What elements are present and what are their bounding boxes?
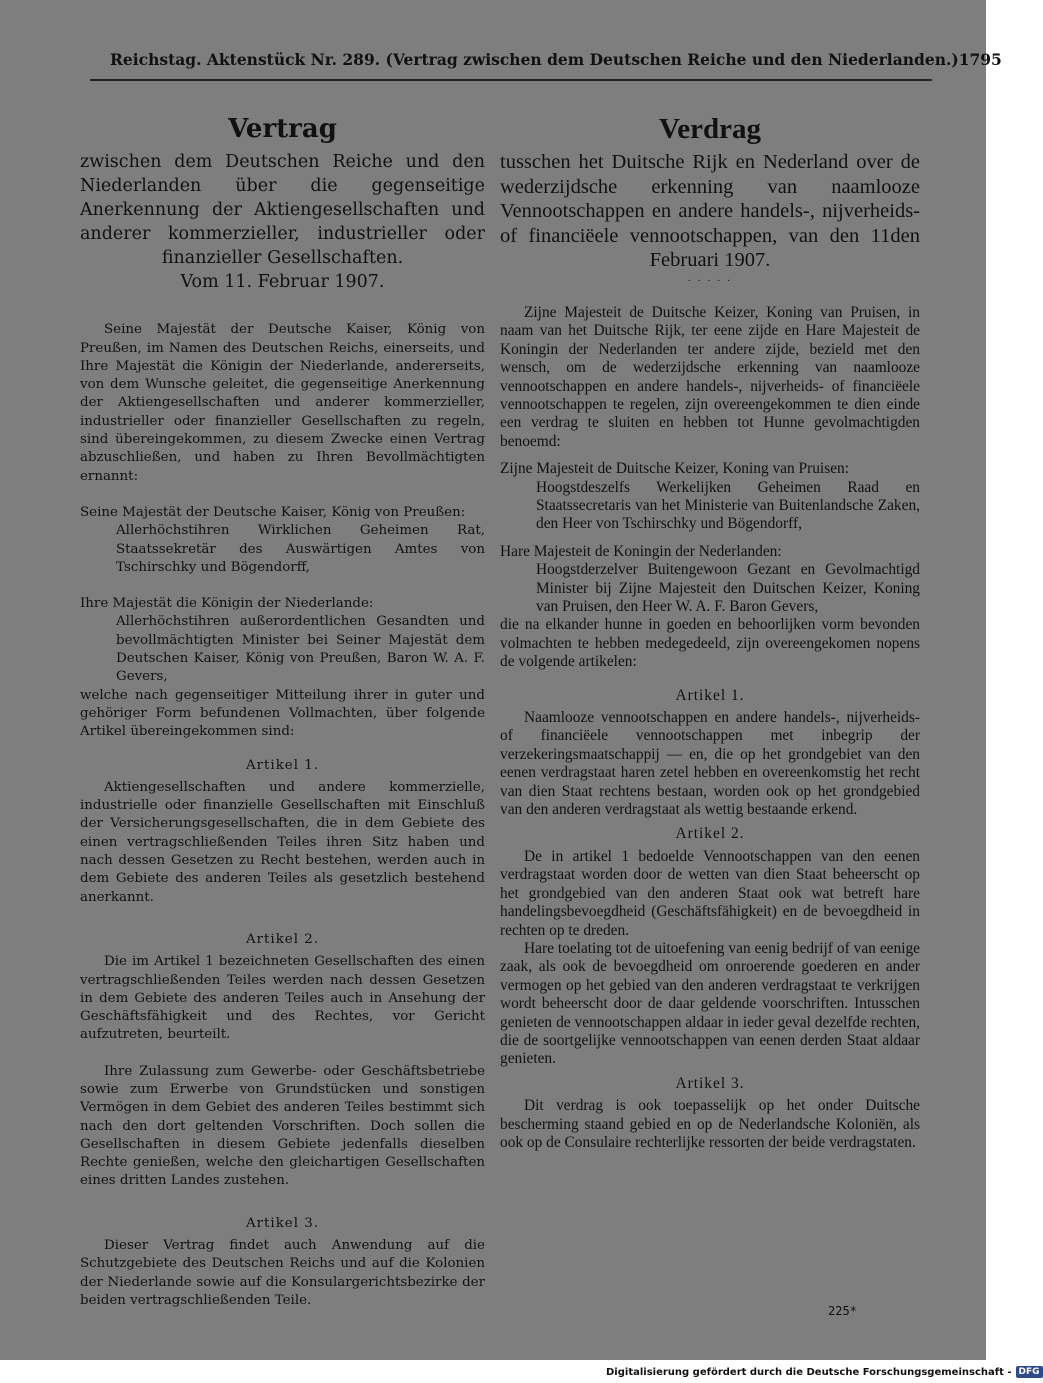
- german-article1-text: Aktiengesellschaften und andere kommerzielle, industrielle oder finanzielle Gesellschaften mit Einschluß der Versicherungsgesellschaften, die in dem Gebiete des einen vertragschließenden Teiles ihren Sitz haben und nach dessen Gesetzen zu Recht bestehen, werden auch in dem Gebiete des anderen Teiles als gesetzlich bestehend anerkannt.: [80, 779, 485, 905]
- dutch-closing: die na elkander hunne in goeden en behoorlijken vorm bevonden volmachten te hebben medegedeeld, zijn overeengekomen nopens de volgende artikelen:: [500, 616, 920, 671]
- german-article3-text: Dieser Vertrag findet auch Anwendung auf die Schutzgebiete des Deutschen Reichs und auf die Kolonien der Niederlande sowie auf die Konsulargerichtsbezirke der beiden vertragschließenden Teile.: [80, 1238, 485, 1308]
- german-party2-rep: Allerhöchstihren außerordentlichen Gesandten und bevollmächtigten Minister bei Seiner Majestät dem Deutschen Kaiser, König von Preußen, Baron W. A. F. Gevers,: [116, 614, 485, 685]
- german-article2-text1: Die im Artikel 1 bezeichneten Gesellschaften des einen vertragschließenden Teiles werden nach dessen Gesetzen in dem Gebiete des anderen Teiles auch in Ansehung der Geschäftsfähigkeit und des Rechtes, vor Gericht aufzutreten, beurteilt.: [80, 954, 485, 1043]
- dutch-party2: Hare Majesteit de Koningin der Nederlanden:: [500, 542, 782, 560]
- digitization-footer: [606, 1366, 1043, 1378]
- dutch-party1-rep: Hoogstdeszelfs Werkelijken Geheimen Raad en Staatssecretaris van het Ministerie van Buitenlandsche Zaken, den Heer von Tschirschky und Bögendorff,: [536, 478, 920, 533]
- german-article1-heading: Artikel 1.: [245, 757, 320, 773]
- running-title: Reichstag. Aktenstück Nr. 289. (Vertrag zwischen dem Deutschen Reiche und den Niederlanden.): [110, 50, 959, 69]
- dutch-subtitle: tusschen het Duitsche Rijk en Nederland over de wederzijdsche erkenning van naamlooze Vennootschappen en andere handels-, nijverheids-of financiëele vennootschappen, van den 11den Februari 1907.: [500, 151, 920, 272]
- german-party1: Seine Majestät der Deutsche Kaiser, König von Preußen:: [80, 504, 466, 520]
- dutch-article2-text1: De in artikel 1 bedoelde Vennootschappen van den eenen verdragstaat worden door de wetten van dien Staat beheerscht op het grondgebied van den anderen Staat ook wat betreft hare handelingsbevoegdheid (Geschäftsfähigkeit) en de bevoegdheid in rechten op te dreden.: [500, 847, 920, 939]
- dutch-party1: Zijne Majesteit de Duitsche Keizer, Koning van Pruisen:: [500, 460, 850, 478]
- german-title: Vertrag: [228, 114, 337, 144]
- dutch-article1-heading: Artikel 1.: [675, 686, 745, 704]
- footer-text: Digitalisierung gefördert durch die Deutsche Forschungsgemeinschaft -: [606, 1366, 1012, 1378]
- dutch-article3-heading: Artikel 3.: [675, 1074, 745, 1092]
- german-date: Vom 11. Februar 1907.: [180, 272, 385, 293]
- signature-mark: 225*: [828, 1304, 857, 1318]
- dutch-preamble: Zijne Majesteit de Duitsche Keizer, Koning van Pruisen, in naam van het Duitsche Rijk, ter eene zijde en Hare Majesteit de Koningin der Nederlanden ter andere zijde, bezield met den wensch, om de wederzijdsche erkenning van naamlooze vennootschappen en andere handels-, nijverheids- of financiëele vennootschappen te regelen, zijn overeengekommen te dien einde een verdrag te sluiten en hebben tot Hunne gevolmachtigden benoemd:: [500, 303, 920, 450]
- dutch-article2-text2: Hare toelating tot de uitoefening van eenig bedrijf of van eenige zaak, als ook de bevoegdheid om onroerende goederen en ander vermogen op het gebied van den anderen verdragstaat te verkrijgen wordt beheerscht door de daar geldende voorschriften. Intusschen genieten de vennootschappen aldaar in ieder geval dezelfde rechten, die de soortgelijke vennootschappen van eenen derden Staat aldaar genieten.: [500, 939, 920, 1068]
- header-rule: [90, 79, 932, 81]
- german-closing: welche nach gegenseitiger Mitteilung ihrer in guter und gehöriger Form befundenen Vollmachten, über folgende Artikel übereingekommen sind:: [80, 687, 485, 740]
- dutch-title: Verdrag: [658, 113, 762, 145]
- german-party2: Ihre Majestät die Königin der Niederlande:: [80, 596, 374, 612]
- running-header: [110, 50, 1002, 69]
- page-number: 1795: [958, 50, 1002, 69]
- german-preamble: Seine Majestät der Deutsche Kaiser, König von Preußen, im Namen des Deutschen Reichs, einerseits, und Ihre Majestät die Königin der Niederlande, andererseits, von dem Wunsche geleitet, die gegenseitige Anerkennung der Aktiengesellschaften und anderer kommerzieller, industrieller oder finanzieller Gesellschaften zu regeln, sind übereingekommen, zu diesem Zwecke einen Vertrag abzuschließen, und haben zu Ihren Bevollmächtigten ernannt:: [80, 322, 485, 484]
- dutch-column: [500, 110, 920, 1152]
- german-article2-heading: Artikel 2.: [245, 931, 320, 947]
- german-party1-rep: Allerhöchstihren Wirklichen Geheimen Rat, Staatssekretär des Auswärtigen Amtes von Tschirschky und Bögendorff,: [116, 523, 485, 575]
- dutch-article2-heading: Artikel 2.: [675, 825, 745, 843]
- german-article3-heading: Artikel 3.: [245, 1215, 320, 1231]
- dutch-article1-text: Naamlooze vennootschappen en andere handels-, nijverheids- of financiëele vennootschappen met inbegrip der verzekeringsmaatschappij — en, die op het grondgebiet van den eenen verdragstaat haren zetel hebben en overeenkomstig het recht van dien Staat rechtens bestaan, worden ook op het grondgebied van den anderen verdragstaat als wettig bestaande erkend.: [500, 709, 920, 819]
- dutch-article3-text: Dit verdrag is ook toepasselijk op het onder Duitsche bescherming staand gebied en op de Nederlandsche Koloniën, als ook op de Consulaire rechterlijke ressorten der beide verdragstaten.: [500, 1097, 920, 1151]
- german-subtitle: zwischen dem Deutschen Reiche und den Niederlanden über die gegenseitige Anerkennung der Aktiengesellschaften und anderer kommerzieller, industrieller oder finanzieller Gesellschaften.: [80, 152, 485, 269]
- german-article2-text2: Ihre Zulassung zum Gewerbe- oder Geschäftsbetriebe sowie zum Erwerbe von Grundstücken und sonstigen Vermögen in dem Gebiet des anderen Teiles bestimmt sich nach den dort geltenden Vorschriften. Doch sollen die Gesellschaften in diesem Gebiete jedenfalls dieselben Rechte genießen, welche den gleichartigen Gesellschaften eines dritten Landes zustehen.: [80, 1063, 485, 1189]
- dutch-party2-rep: Hoogstderzelver Buitengewoon Gezant en Gevolmachtigd Minister bij Zijne Majesteit den Duitschen Keizer, Koning van Pruisen, den Heer W. A. F. Baron Gevers,: [536, 561, 920, 615]
- german-column: [80, 110, 485, 1310]
- dutch-dots-divider: · · · · ·: [687, 275, 733, 287]
- dfg-logo: DFG: [1016, 1366, 1043, 1378]
